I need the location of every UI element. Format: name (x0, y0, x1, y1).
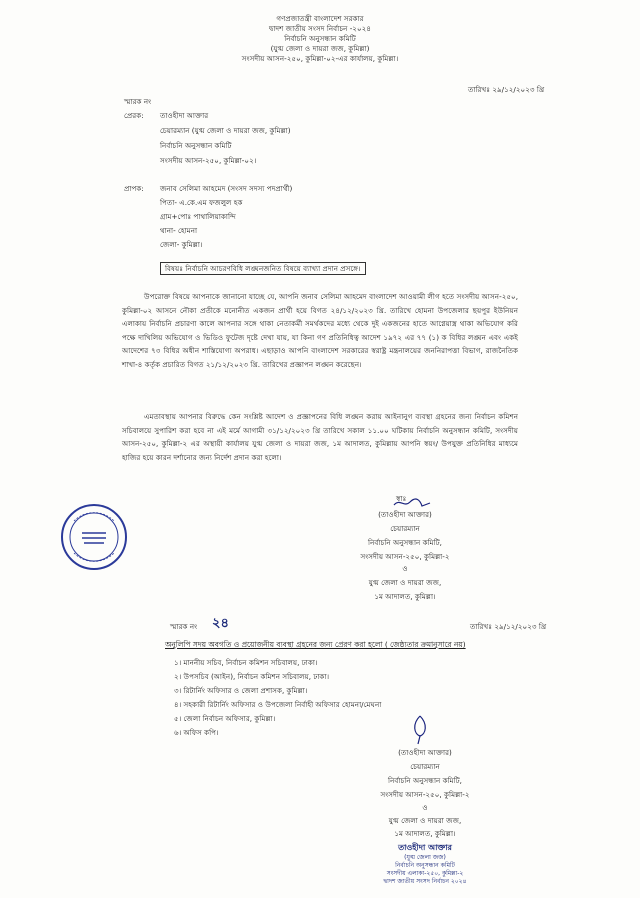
signatory-line: ১ম আদালত, কুমিল্লা। (374, 592, 436, 601)
signatory-line: ও (422, 803, 428, 812)
signatory-line: যুগ্ম জেলা ও দায়রা জজ, (368, 578, 442, 587)
copy-list-item: ২। উপসচিব (আইন), নির্বাচন কমিশন সচিবালয়, ঢাকা। (174, 672, 330, 681)
body-paragraph-1: উপরোক্ত বিষয়ে আপনাকে জানানো যাচ্ছে যে, আপনি জনাব সেলিমা আহমেদ বাংলাদেশ আওয়ামী লীগ হতে সংসদীয় আসন-২৫০, কুমিল্লা-০২ আসনে নৌকা প্রতীকে মনোনীত একজন প্রার্থী হয়ে বিগত ২৪/১২/২০২৩ খ্রি. তারিখে হোমনা উপজেলার ছয়পুর ইউনিয়ন এলাকায় নির্বাচনি প্রচারণা কালে আপনার সঙ্গে থাকা নেতাকর্মী সমর্থকদের মধ্যে থেকে দুই একজনের হাতে আগ্নেয়াস্ত্র থাকা অভিযোগ করি পক্ষে দাখিলিয় অভিযোগ ও ভিডিও ফুটেজ দৃষ্টে দেখা যায়, যা কিনা গণ প্রতিনিধিত্ব আদেশ ১৯৭২ এর ৭৭ (১) ক বিধির লঙ্ঘন এবং একই আদেশের ৭৩ বিধির অধীন শাস্তিযোগ্য অপরাধ। এছাড়াও আপনি বাংলাদেশ সরকারের স্বরাষ্ট্র মন্ত্রনালয়ের জননিরাপত্তা বিভাগ, রাজনৈতিক শাখা-৪ কর্তৃক প্রচারিত বিগত ২১/১২/২০২৩ খ্রি. তারিখের প্রজ্ঞাপন লঙ্ঘন করেছেন। (122, 292, 518, 369)
sender-line: সংসদীয় আসন-২৫০, কুমিল্লা-০২। (160, 156, 257, 165)
copy-list-item: ৪। সহকারী রিটার্নিং অফিসার ও উপজেলা নির্বাহী অফিসার হোমনা/মেঘনা (174, 700, 382, 709)
sender-label: প্রেরক: (124, 111, 144, 120)
header-line-1: গণপ্রজাতন্ত্রী বাংলাদেশ সরকার (276, 14, 364, 23)
signatory-name: (তাওহীদা আক্তার) (398, 748, 452, 757)
signatory-line: সংসদীয় আসন-২৫০, কুমিল্লা-২ (360, 552, 450, 561)
memo2-number: ২৪ (212, 616, 229, 631)
sender-line: নির্বাচনি অনুসন্ধান কমিটি (160, 141, 232, 150)
copy-list-item: ১। মাননীয় সচিব, নির্বাচন কমিশন সচিবালয়, ঢাকা। (174, 658, 318, 667)
receiver-line: জনাব সেলিমা আহমেদ (সংসদ সদস্য পদপ্রার্থী) (160, 184, 293, 193)
copy-list-item: ৬। অফিস কপি। (174, 728, 219, 737)
signatory-name: (তাওহীদা আক্তার) (378, 510, 432, 519)
header-line-4: (যুগ্ম জেলা ও দায়রা জজ, কুমিল্লা) (270, 44, 370, 53)
signatory-line: নির্বাচনি অনুসন্ধান কমিটি, (388, 776, 462, 785)
signatory-line: ১ম আদালত, কুমিল্লা। (394, 829, 456, 838)
stamp-line: দ্বাদশ জাতীয় সংসদ নির্বাচন ২০২৪ (383, 878, 467, 885)
signatory-line: নির্বাচনি অনুসন্ধান কমিটি, (368, 538, 442, 547)
official-seal-icon (60, 503, 128, 571)
copy-heading: অনুলিপি সদয় অবগতি ও প্রয়োজনীয় ব্যবস্থা গ্রহনের জন্য প্রেরণ করা হলো ( জেষ্ঠ্যতার ক্রমানুসারে নয়) (165, 640, 466, 649)
receiver-line: জেলা- কুমিল্লা। (160, 240, 203, 249)
signature-scribble (408, 712, 432, 746)
memo-number-label: স্মারক নং (124, 97, 152, 106)
receiver-label: প্রাপক: (124, 184, 144, 193)
signatory-line: চেয়ারম্যান (390, 524, 420, 533)
memo2-date: তারিখঃ ২৯/১২/২০২৩ খ্রি (470, 622, 547, 631)
stamp-name: তাওহীদা আক্তার (398, 843, 452, 852)
signatory-line: সংসদীয় আসন-২৫০, কুমিল্লা-২ (380, 790, 470, 799)
signature-mark: স্বাঃ (396, 494, 407, 503)
header-line-3: নির্বাচনি অনুসন্ধান কমিটি (284, 34, 356, 43)
copy-list-item: ৫। জেলা নির্বাচন অফিসার, কুমিল্লা। (174, 714, 276, 723)
stamp-line: সংসদীয় এলাকা-২৫০, কুমিল্লা-২ (386, 870, 464, 877)
receiver-line: পিতা- এ.কে.এম ফজলুল হক (160, 198, 243, 207)
subject-line: বিষয়ঃ নির্বাচনি আচরণবিধি লঙ্ঘনজনিত বিষয়ে ব্যাখ্যা প্রদান প্রসঙ্গে। (160, 262, 366, 275)
sender-line: তাওহীদা আক্তার (160, 111, 209, 120)
sender-line: চেয়ারম্যান (যুগ্ম জেলা ও দায়রা জজ, কুমিল্লা) (160, 126, 291, 135)
copy-list-item: ৩। রিটার্নিং অফিসার ও জেলা প্রশাসক, কুমিল্লা। (174, 686, 308, 695)
header-line-5: সংসদীয় আসন-২৫০, কুমিল্লা-০২-এর কার্যালয়, কুমিল্লা। (241, 54, 399, 63)
signatory-line: ও (402, 564, 408, 573)
header-line-2: দ্বাদশ জাতীয় সংসদ নির্বাচন -২০২৪ (269, 24, 371, 33)
stamp-line: নির্বাচনি অনুসন্ধান কমিটি (395, 862, 455, 869)
stamp-line: (যুগ্ম জেলা জজ) (404, 854, 446, 861)
signatory-line: যুগ্ম জেলা ও দায়রা জজ, (388, 816, 462, 825)
receiver-line: থানা- হোমনা (160, 226, 198, 235)
body-paragraph-2: এমতাবস্থায় আপনার বিরুদ্ধে কেন সংশ্লিষ্ট আদেশ ও প্রজ্ঞাপনের বিধি লঙ্ঘন করায় আইনানুগ ব্যবস্থা গ্রহনের জন্য নির্বাচন কমিশন সচিবালয়ে সুপারিশ করা হবে না এই মর্মে আগামী ৩১/১২/২০২৩ খ্রি তারিখে সকাল ১১.০০ ঘটিকায় নির্বাচনি অনুসন্ধান কমিটি, সংসদীয় আসন-২৫০, কুমিল্লা-২ এর অস্থায়ী কার্যালয় যুগ্ম জেলা ও দায়রা জজ, ১ম আদালত, কুমিল্লায় আপনি স্বয়ং/ উপযুক্ত প্রতিনিধির মাধ্যমে হাজির হয়ে কারন দর্শানোর জন্য নির্দেশ প্রদান করা হলো। (122, 412, 518, 462)
letter-date: তারিখঃ ২৯/১২/২০২৩ খ্রি (468, 85, 545, 94)
receiver-line: গ্রাম+পোঃ পাথালিয়াকান্দি (160, 212, 236, 221)
memo2-label: স্মারক নং (170, 622, 198, 631)
signatory-line: চেয়ারম্যান (410, 762, 440, 771)
